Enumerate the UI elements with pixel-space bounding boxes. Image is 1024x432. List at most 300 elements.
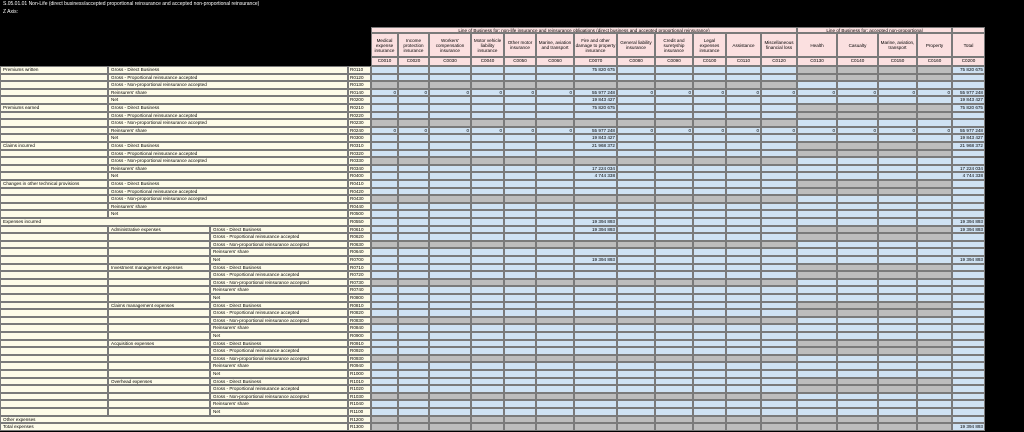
value-cell[interactable] (471, 400, 504, 408)
value-cell[interactable] (504, 248, 536, 256)
value-cell[interactable] (917, 286, 952, 294)
value-cell[interactable] (617, 332, 655, 340)
value-cell[interactable] (617, 96, 655, 104)
value-cell[interactable] (693, 347, 726, 355)
value-cell[interactable] (504, 309, 536, 317)
value-cell[interactable] (536, 256, 574, 264)
value-cell[interactable] (429, 134, 471, 142)
value-cell[interactable] (693, 188, 726, 196)
value-cell[interactable] (617, 302, 655, 310)
value-cell[interactable] (504, 362, 536, 370)
value-cell[interactable] (726, 203, 761, 211)
value-cell[interactable] (429, 172, 471, 180)
value-cell[interactable] (837, 400, 878, 408)
value-cell[interactable]: 0 (617, 127, 655, 135)
value-cell[interactable] (429, 112, 471, 120)
value-cell[interactable] (655, 233, 693, 241)
value-cell[interactable] (693, 74, 726, 82)
value-cell[interactable]: 0 (837, 127, 878, 135)
value-cell[interactable] (726, 74, 761, 82)
value-cell[interactable] (917, 393, 952, 401)
value-cell[interactable] (726, 233, 761, 241)
value-cell[interactable] (837, 362, 878, 370)
value-cell[interactable] (952, 355, 985, 363)
value-cell[interactable] (371, 218, 398, 226)
value-cell[interactable] (471, 378, 504, 386)
value-cell[interactable] (536, 96, 574, 104)
value-cell[interactable] (429, 210, 471, 218)
value-cell[interactable] (655, 96, 693, 104)
value-cell[interactable] (837, 96, 878, 104)
value-cell[interactable] (504, 385, 536, 393)
value-cell[interactable] (761, 112, 797, 120)
value-cell[interactable] (471, 347, 504, 355)
value-cell[interactable] (693, 302, 726, 310)
value-cell[interactable] (761, 66, 797, 74)
value-cell[interactable] (655, 165, 693, 173)
value-cell[interactable] (429, 362, 471, 370)
value-cell[interactable] (471, 233, 504, 241)
value-cell[interactable] (471, 309, 504, 317)
value-cell[interactable] (398, 370, 429, 378)
value-cell[interactable]: 55 977 248 (574, 127, 617, 135)
value-cell[interactable] (797, 218, 837, 226)
value-cell[interactable] (504, 332, 536, 340)
value-cell[interactable] (761, 172, 797, 180)
value-cell[interactable] (471, 74, 504, 82)
value-cell[interactable] (371, 134, 398, 142)
value-cell[interactable] (371, 332, 398, 340)
value-cell[interactable] (536, 309, 574, 317)
value-cell[interactable] (693, 210, 726, 218)
value-cell[interactable] (761, 74, 797, 82)
value-cell[interactable]: 0 (797, 89, 837, 97)
value-cell[interactable] (617, 271, 655, 279)
value-cell[interactable] (726, 294, 761, 302)
value-cell[interactable] (536, 172, 574, 180)
value-cell[interactable] (761, 180, 797, 188)
value-cell[interactable] (797, 294, 837, 302)
value-cell[interactable] (761, 96, 797, 104)
value-cell[interactable] (761, 271, 797, 279)
value-cell[interactable]: 55 977 248 (952, 89, 985, 97)
value-cell[interactable] (797, 81, 837, 89)
value-cell[interactable]: 0 (536, 127, 574, 135)
value-cell[interactable] (504, 286, 536, 294)
value-cell[interactable] (617, 248, 655, 256)
value-cell[interactable] (471, 134, 504, 142)
value-cell[interactable] (761, 188, 797, 196)
value-cell[interactable] (761, 150, 797, 158)
value-cell[interactable] (693, 172, 726, 180)
value-cell[interactable] (617, 347, 655, 355)
value-cell[interactable] (471, 324, 504, 332)
value-cell[interactable]: 0 (655, 89, 693, 97)
value-cell[interactable] (471, 340, 504, 348)
value-cell[interactable] (726, 248, 761, 256)
value-cell[interactable] (471, 172, 504, 180)
value-cell[interactable] (917, 256, 952, 264)
value-cell[interactable]: 19 394 893 (952, 423, 985, 431)
value-cell[interactable] (693, 286, 726, 294)
value-cell[interactable] (837, 172, 878, 180)
value-cell[interactable] (617, 408, 655, 416)
value-cell[interactable] (655, 74, 693, 82)
value-cell[interactable] (574, 248, 617, 256)
value-cell[interactable] (371, 210, 398, 218)
value-cell[interactable] (504, 264, 536, 272)
value-cell[interactable] (371, 256, 398, 264)
value-cell[interactable] (837, 355, 878, 363)
value-cell[interactable] (726, 286, 761, 294)
value-cell[interactable] (617, 188, 655, 196)
value-cell[interactable] (655, 180, 693, 188)
value-cell[interactable] (371, 188, 398, 196)
value-cell[interactable] (693, 203, 726, 211)
value-cell[interactable] (429, 96, 471, 104)
value-cell[interactable] (797, 332, 837, 340)
value-cell[interactable] (797, 256, 837, 264)
value-cell[interactable] (761, 210, 797, 218)
value-cell[interactable] (536, 408, 574, 416)
value-cell[interactable] (878, 317, 917, 325)
value-cell[interactable] (837, 165, 878, 173)
value-cell[interactable] (504, 180, 536, 188)
value-cell[interactable] (371, 74, 398, 82)
value-cell[interactable]: 0 (655, 127, 693, 135)
value-cell[interactable]: 55 977 248 (952, 127, 985, 135)
value-cell[interactable] (429, 385, 471, 393)
value-cell[interactable] (371, 340, 398, 348)
value-cell[interactable] (398, 324, 429, 332)
value-cell[interactable] (952, 362, 985, 370)
value-cell[interactable] (797, 96, 837, 104)
value-cell[interactable] (536, 233, 574, 241)
value-cell[interactable] (471, 286, 504, 294)
value-cell[interactable] (917, 119, 952, 127)
value-cell[interactable] (917, 134, 952, 142)
value-cell[interactable] (504, 74, 536, 82)
value-cell[interactable] (429, 332, 471, 340)
value-cell[interactable]: 0 (429, 89, 471, 97)
value-cell[interactable] (504, 302, 536, 310)
value-cell[interactable] (655, 385, 693, 393)
value-cell[interactable] (536, 203, 574, 211)
value-cell[interactable] (471, 370, 504, 378)
value-cell[interactable] (726, 66, 761, 74)
value-cell[interactable] (952, 416, 985, 424)
value-cell[interactable] (617, 74, 655, 82)
value-cell[interactable] (878, 355, 917, 363)
value-cell[interactable] (693, 150, 726, 158)
value-cell[interactable] (917, 317, 952, 325)
value-cell[interactable] (371, 378, 398, 386)
value-cell[interactable] (536, 188, 574, 196)
value-cell[interactable] (837, 279, 878, 287)
value-cell[interactable] (617, 340, 655, 348)
value-cell[interactable] (761, 340, 797, 348)
value-cell[interactable] (398, 180, 429, 188)
value-cell[interactable] (617, 66, 655, 74)
value-cell[interactable] (371, 385, 398, 393)
value-cell[interactable] (693, 226, 726, 234)
value-cell[interactable] (371, 165, 398, 173)
value-cell[interactable] (917, 172, 952, 180)
value-cell[interactable] (952, 271, 985, 279)
value-cell[interactable] (371, 66, 398, 74)
value-cell[interactable] (726, 370, 761, 378)
value-cell[interactable] (878, 218, 917, 226)
value-cell[interactable] (574, 264, 617, 272)
value-cell[interactable] (761, 400, 797, 408)
value-cell[interactable] (878, 165, 917, 173)
value-cell[interactable] (574, 150, 617, 158)
value-cell[interactable] (574, 400, 617, 408)
value-cell[interactable]: 0 (878, 127, 917, 135)
value-cell[interactable] (761, 286, 797, 294)
value-cell[interactable] (797, 119, 837, 127)
value-cell[interactable]: 0 (761, 89, 797, 97)
value-cell[interactable] (726, 172, 761, 180)
value-cell[interactable] (617, 180, 655, 188)
value-cell[interactable] (504, 142, 536, 150)
value-cell[interactable] (878, 96, 917, 104)
value-cell[interactable] (952, 286, 985, 294)
value-cell[interactable] (761, 218, 797, 226)
value-cell[interactable] (726, 112, 761, 120)
value-cell[interactable] (693, 165, 726, 173)
value-cell[interactable] (371, 180, 398, 188)
value-cell[interactable] (655, 134, 693, 142)
value-cell[interactable] (693, 134, 726, 142)
value-cell[interactable]: 0 (617, 89, 655, 97)
value-cell[interactable] (837, 119, 878, 127)
value-cell[interactable] (693, 96, 726, 104)
value-cell[interactable] (574, 180, 617, 188)
value-cell[interactable] (837, 195, 878, 203)
value-cell[interactable] (504, 134, 536, 142)
value-cell[interactable]: 0 (398, 127, 429, 135)
value-cell[interactable] (471, 408, 504, 416)
value-cell[interactable] (371, 309, 398, 317)
value-cell[interactable] (797, 408, 837, 416)
value-cell[interactable] (878, 294, 917, 302)
value-cell[interactable] (371, 112, 398, 120)
value-cell[interactable] (693, 142, 726, 150)
value-cell[interactable] (536, 400, 574, 408)
value-cell[interactable] (693, 294, 726, 302)
value-cell[interactable] (917, 332, 952, 340)
value-cell[interactable] (761, 248, 797, 256)
value-cell[interactable] (693, 256, 726, 264)
value-cell[interactable] (398, 378, 429, 386)
value-cell[interactable] (693, 112, 726, 120)
value-cell[interactable] (371, 347, 398, 355)
value-cell[interactable] (726, 218, 761, 226)
value-cell[interactable]: 0 (371, 89, 398, 97)
value-cell[interactable] (952, 385, 985, 393)
value-cell[interactable] (878, 81, 917, 89)
value-cell[interactable] (726, 408, 761, 416)
value-cell[interactable] (693, 385, 726, 393)
value-cell[interactable] (655, 324, 693, 332)
value-cell[interactable] (726, 332, 761, 340)
value-cell[interactable] (371, 271, 398, 279)
value-cell[interactable] (797, 362, 837, 370)
value-cell[interactable] (952, 317, 985, 325)
value-cell[interactable] (952, 74, 985, 82)
value-cell[interactable] (952, 157, 985, 165)
value-cell[interactable] (917, 355, 952, 363)
value-cell[interactable] (617, 233, 655, 241)
value-cell[interactable] (797, 203, 837, 211)
value-cell[interactable]: 0 (471, 89, 504, 97)
value-cell[interactable] (693, 309, 726, 317)
value-cell[interactable] (429, 264, 471, 272)
value-cell[interactable] (471, 226, 504, 234)
value-cell[interactable] (429, 271, 471, 279)
value-cell[interactable]: 19 394 893 (952, 226, 985, 234)
value-cell[interactable] (429, 302, 471, 310)
value-cell[interactable] (429, 340, 471, 348)
value-cell[interactable] (471, 203, 504, 211)
value-cell[interactable] (574, 210, 617, 218)
value-cell[interactable] (471, 188, 504, 196)
value-cell[interactable] (797, 279, 837, 287)
value-cell[interactable] (429, 188, 471, 196)
value-cell[interactable] (617, 370, 655, 378)
value-cell[interactable] (504, 104, 536, 112)
value-cell[interactable] (837, 294, 878, 302)
value-cell[interactable] (398, 340, 429, 348)
value-cell[interactable] (693, 408, 726, 416)
value-cell[interactable] (536, 142, 574, 150)
value-cell[interactable]: 0 (471, 127, 504, 135)
value-cell[interactable] (398, 286, 429, 294)
value-cell[interactable] (878, 362, 917, 370)
value-cell[interactable] (471, 112, 504, 120)
value-cell[interactable] (693, 233, 726, 241)
value-cell[interactable] (371, 362, 398, 370)
value-cell[interactable] (398, 172, 429, 180)
value-cell[interactable]: 0 (504, 89, 536, 97)
value-cell[interactable] (797, 317, 837, 325)
value-cell[interactable] (837, 408, 878, 416)
value-cell[interactable] (878, 324, 917, 332)
value-cell[interactable] (726, 385, 761, 393)
value-cell[interactable] (429, 218, 471, 226)
value-cell[interactable] (655, 188, 693, 196)
value-cell[interactable] (398, 226, 429, 234)
value-cell[interactable] (655, 218, 693, 226)
value-cell[interactable] (878, 393, 917, 401)
value-cell[interactable] (398, 309, 429, 317)
value-cell[interactable] (398, 302, 429, 310)
value-cell[interactable] (504, 210, 536, 218)
value-cell[interactable] (574, 286, 617, 294)
value-cell[interactable] (398, 294, 429, 302)
value-cell[interactable] (429, 66, 471, 74)
value-cell[interactable] (693, 104, 726, 112)
value-cell[interactable] (504, 256, 536, 264)
value-cell[interactable] (617, 210, 655, 218)
value-cell[interactable] (761, 324, 797, 332)
value-cell[interactable] (917, 279, 952, 287)
value-cell[interactable] (504, 165, 536, 173)
value-cell[interactable] (726, 96, 761, 104)
value-cell[interactable] (504, 370, 536, 378)
value-cell[interactable]: 55 977 248 (574, 89, 617, 97)
value-cell[interactable]: 0 (536, 89, 574, 97)
value-cell[interactable] (574, 332, 617, 340)
value-cell[interactable] (536, 165, 574, 173)
value-cell[interactable] (761, 408, 797, 416)
value-cell[interactable] (536, 385, 574, 393)
value-cell[interactable] (471, 142, 504, 150)
value-cell[interactable] (878, 172, 917, 180)
value-cell[interactable] (398, 362, 429, 370)
value-cell[interactable] (878, 408, 917, 416)
value-cell[interactable] (917, 408, 952, 416)
value-cell[interactable] (471, 271, 504, 279)
value-cell[interactable] (574, 203, 617, 211)
value-cell[interactable] (617, 362, 655, 370)
value-cell[interactable] (536, 104, 574, 112)
value-cell[interactable]: 19 394 893 (952, 256, 985, 264)
value-cell[interactable] (574, 74, 617, 82)
value-cell[interactable] (797, 157, 837, 165)
value-cell[interactable] (536, 362, 574, 370)
value-cell[interactable] (952, 248, 985, 256)
value-cell[interactable] (726, 378, 761, 386)
value-cell[interactable] (655, 309, 693, 317)
value-cell[interactable] (952, 210, 985, 218)
value-cell[interactable]: 0 (837, 89, 878, 97)
value-cell[interactable] (471, 180, 504, 188)
value-cell[interactable]: 75 820 675 (574, 66, 617, 74)
value-cell[interactable] (398, 112, 429, 120)
value-cell[interactable]: 19 843 427 (952, 134, 985, 142)
value-cell[interactable] (536, 248, 574, 256)
value-cell[interactable] (536, 294, 574, 302)
value-cell[interactable] (471, 362, 504, 370)
value-cell[interactable] (398, 400, 429, 408)
value-cell[interactable] (574, 294, 617, 302)
value-cell[interactable] (726, 188, 761, 196)
value-cell[interactable] (917, 362, 952, 370)
value-cell[interactable] (878, 400, 917, 408)
value-cell[interactable] (726, 150, 761, 158)
value-cell[interactable] (693, 218, 726, 226)
value-cell[interactable] (398, 385, 429, 393)
value-cell[interactable] (952, 340, 985, 348)
value-cell[interactable] (536, 66, 574, 74)
value-cell[interactable] (837, 81, 878, 89)
value-cell[interactable] (878, 195, 917, 203)
value-cell[interactable] (878, 210, 917, 218)
value-cell[interactable] (952, 195, 985, 203)
value-cell[interactable] (429, 400, 471, 408)
value-cell[interactable] (761, 165, 797, 173)
value-cell[interactable] (952, 188, 985, 196)
value-cell[interactable] (726, 264, 761, 272)
value-cell[interactable] (761, 347, 797, 355)
value-cell[interactable] (536, 74, 574, 82)
value-cell[interactable] (574, 370, 617, 378)
value-cell[interactable]: 0 (917, 89, 952, 97)
value-cell[interactable] (504, 340, 536, 348)
value-cell[interactable] (429, 203, 471, 211)
